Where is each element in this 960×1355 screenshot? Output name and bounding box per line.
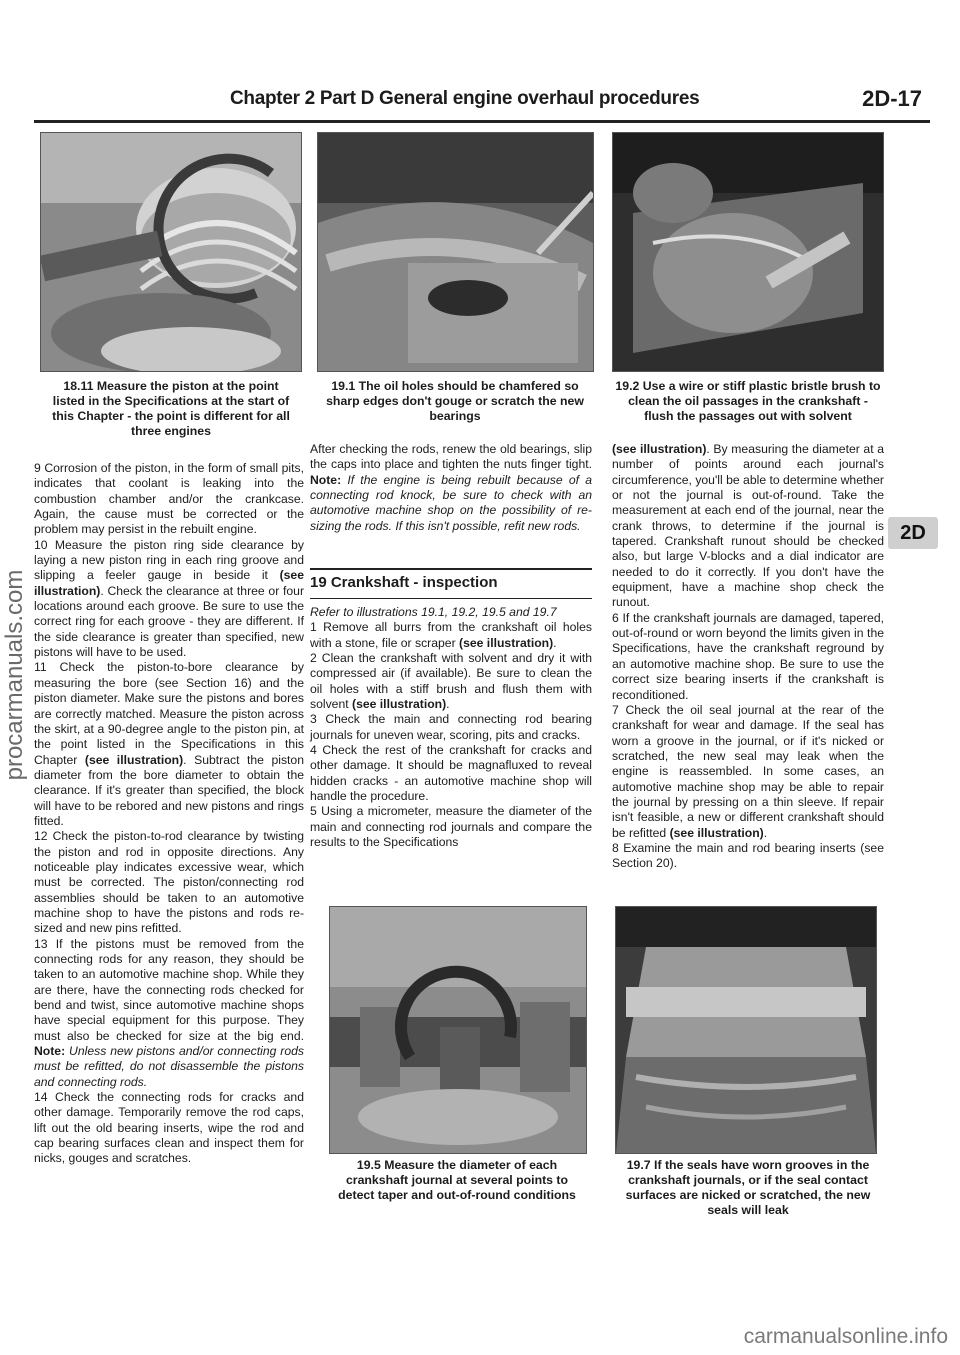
see-illustration-ref: (see illustration)	[352, 697, 447, 712]
paragraph-rods-continued	[310, 442, 592, 534]
column-2-intro	[310, 442, 592, 534]
watermark-left-text: procarmanuals.com	[1, 569, 28, 781]
step-7-text: 7 Check the oil seal journal at the rear of the crankshaft for wear and damage. If the seal has worn a groove in the journal, or if it's nicked or scratched, the new seal may leak when the engine is reassembled. In some cases, an automotive machine shop may be able to repair the journal by pressing on a thin sleeve. If repair isn't feasible, a new or different crankshaft should be refitted	[612, 702, 884, 840]
paragraph-13-text: 13 If the pistons must be removed from the connecting rods for any reason, they should be taken to an automotive machine shop. While they are there, have the connecting rods checked for bend and twist, since automotive machine shops have special equipment for this purpose. They must also be checked for size at the big end.	[34, 936, 304, 1043]
photo-oil-passage-brush	[612, 132, 884, 372]
step-5: 5 Using a micrometer, measure the diameter of the main and connecting rod journals and compare the results to the Specifications	[310, 804, 592, 850]
paragraph-11-text: 11 Check the piston-to-bore clearance by measuring the bore (see Section 16) and the piston diameter. Make sure the pistons and bores are correctly matched. Measure the piston across the skirt, at a 90-degree angle to the piston pin, at the point listed in the Specifications in this Chapter	[34, 660, 304, 767]
step-1-text: 1 Remove all burrs from the crankshaft oil holes with a stone, file or scraper	[310, 620, 592, 650]
step-3: 3 Check the main and connecting rod bearing journals for uneven wear, scoring, pits and cracks.	[310, 712, 592, 742]
paragraph-10-text-cont: . Check the clearance at three or four locations around each groove. Be sure to use the correct ring for each groove - they are different. If the side clearance is greater than specified, new pistons will have to be used.	[34, 583, 304, 660]
step-7	[612, 703, 884, 841]
paragraph-13	[34, 937, 304, 1090]
page-header	[34, 86, 930, 118]
see-illustration-ref: (see illustration)	[34, 568, 304, 598]
caption-19-1: 19.1 The oil holes should be chamfered so sharp edges don't gouge or scratch the new bearings	[326, 379, 584, 423]
step-5-continued	[612, 442, 884, 611]
step-1-end: .	[553, 635, 557, 650]
step-5-cont-text: . By measuring the diameter at a number of points around each journal's circumference, you'll be able to determine whether or not the journal is out-of-round. Take the measurement at each end of the journal, near the crank throws, to determine if the journal is tapered. Crankshaft runout should be checked also, but large V-blocks and a dial indicator are needed to do it correctly. If you don't have the equipment, have a machine shop check the runout.	[612, 442, 884, 610]
note-text: If the engine is being rebuilt because of a connecting rod knock, be sure to check with an automotive machine shop on the possibility of re-sizing the rods. If this isn't possible, refit new rods.	[310, 472, 592, 533]
paragraph-10-text: 10 Measure the piston ring side clearance by laying a new piston ring in each ring groove and slipping a feeler gauge in beside it	[34, 537, 304, 583]
caption-19-2: 19.2 Use a wire or stiff plastic bristle brush to clean the oil passages in the crankshaft - flush the passages out with solvent	[615, 379, 881, 423]
step-1	[310, 620, 592, 651]
step-6: 6 If the crankshaft journals are damaged, tapered, out-of-round or worn beyond the limits given in the Specifications, have the crankshaft reground by an automotive machine shop. Be sure to use the correct size bearing inserts if the crankshaft is reconditioned.	[612, 610, 884, 702]
header-rule	[34, 120, 930, 123]
section-rule-top	[310, 568, 592, 570]
caption-18-11: 18.11 Measure the piston at the point listed in the Specifications at the start of this Chapter - the point is different for all three engines	[52, 379, 290, 438]
column-2-text	[310, 605, 592, 851]
step-4: 4 Check the rest of the crankshaft for cracks and other damage. It should be magnafluxed to reveal hidden cracks - an automotive machine shop will handle the procedure.	[310, 743, 592, 804]
paragraph-14: 14 Check the connecting rods for cracks and other damage. Temporarily remove the rod caps, lift out the old bearing inserts, wipe the rod and cap bearing surfaces clean and inspect them for nicks, gouges and scratches.	[34, 1090, 304, 1166]
refer-illustrations	[310, 605, 592, 620]
see-illustration-ref: (see illustration)	[669, 825, 764, 840]
paragraph-9: 9 Corrosion of the piston, in the form of small pits, indicates that coolant is leaking into the combustion chamber and/or the crankcase. Again, the cause must be corrected or the problem may persist in the rebuilt engine.	[34, 461, 304, 537]
step-7-end: .	[763, 825, 768, 840]
page-number: 2D-17	[862, 86, 922, 111]
photo-crankshaft-micrometer	[329, 906, 587, 1154]
photo-seal-groove	[615, 906, 877, 1154]
step-2-text: 2 Clean the crankshaft with solvent and dry it with compressed air (if available). Be sure to clean the oil holes with a stiff brush and flush them with solvent	[310, 651, 592, 712]
see-illustration-ref: (see illustration)	[612, 442, 707, 456]
step-8: 8 Examine the main and rod bearing inserts (see Section 20).	[612, 840, 884, 871]
section-title: 19 Crankshaft - inspection	[310, 574, 498, 591]
chapter-title: Chapter 2 Part D General engine overhaul procedures	[230, 88, 700, 109]
see-illustration-ref: (see illustration)	[459, 635, 554, 650]
step-2	[310, 651, 592, 712]
column-3-text	[612, 442, 884, 872]
step-2-end: .	[446, 697, 450, 712]
refer-text: Refer to illustrations 19.1, 19.2, 19.5 and 19.7	[310, 605, 557, 619]
column-1-text	[34, 461, 304, 1167]
section-rule-bottom	[310, 598, 592, 599]
caption-19-5: 19.5 Measure the diameter of each crankshaft journal at several points to detect taper and out-of-round conditions	[338, 1158, 576, 1202]
note-label: Note:	[310, 472, 342, 487]
see-illustration-ref: (see illustration)	[84, 752, 184, 767]
paragraph-11	[34, 660, 304, 829]
watermark-left	[1, 370, 28, 980]
note-text: Unless new pistons and/or connecting rods must be refitted, do not disassemble the pistons and connecting rods.	[34, 1044, 304, 1089]
paragraph-11-text-cont: . Subtract the piston diameter from the bore diameter to obtain the clearance. If it's greater than specified, the block will have to be rebored and new pistons and rings fitted.	[34, 752, 304, 828]
paragraph-10	[34, 538, 304, 661]
note-label: Note:	[34, 1044, 66, 1059]
watermark-bottom: carmanualsonline.info	[743, 1325, 948, 1348]
paragraph-12: 12 Check the piston-to-rod clearance by twisting the piston and rod in opposite directions. Any noticeable play indicates excessive wear, which must be corrected. The piston/connecting rod assemblies should be taken to an automotive machine shop to have the pistons and rods re-sized and new pins refitted.	[34, 829, 304, 936]
photo-piston-micrometer	[40, 132, 302, 372]
caption-19-7: 19.7 If the seals have worn grooves in the crankshaft journals, or if the seal contact surfaces are nicked or scratched, the new seals will leak	[625, 1158, 871, 1217]
chapter-tab: 2D	[888, 517, 938, 549]
photo-oil-hole-chamfer	[317, 132, 594, 372]
intro-text: After checking the rods, renew the old bearings, slip the caps into place and tighten the nuts finger tight.	[310, 442, 592, 472]
